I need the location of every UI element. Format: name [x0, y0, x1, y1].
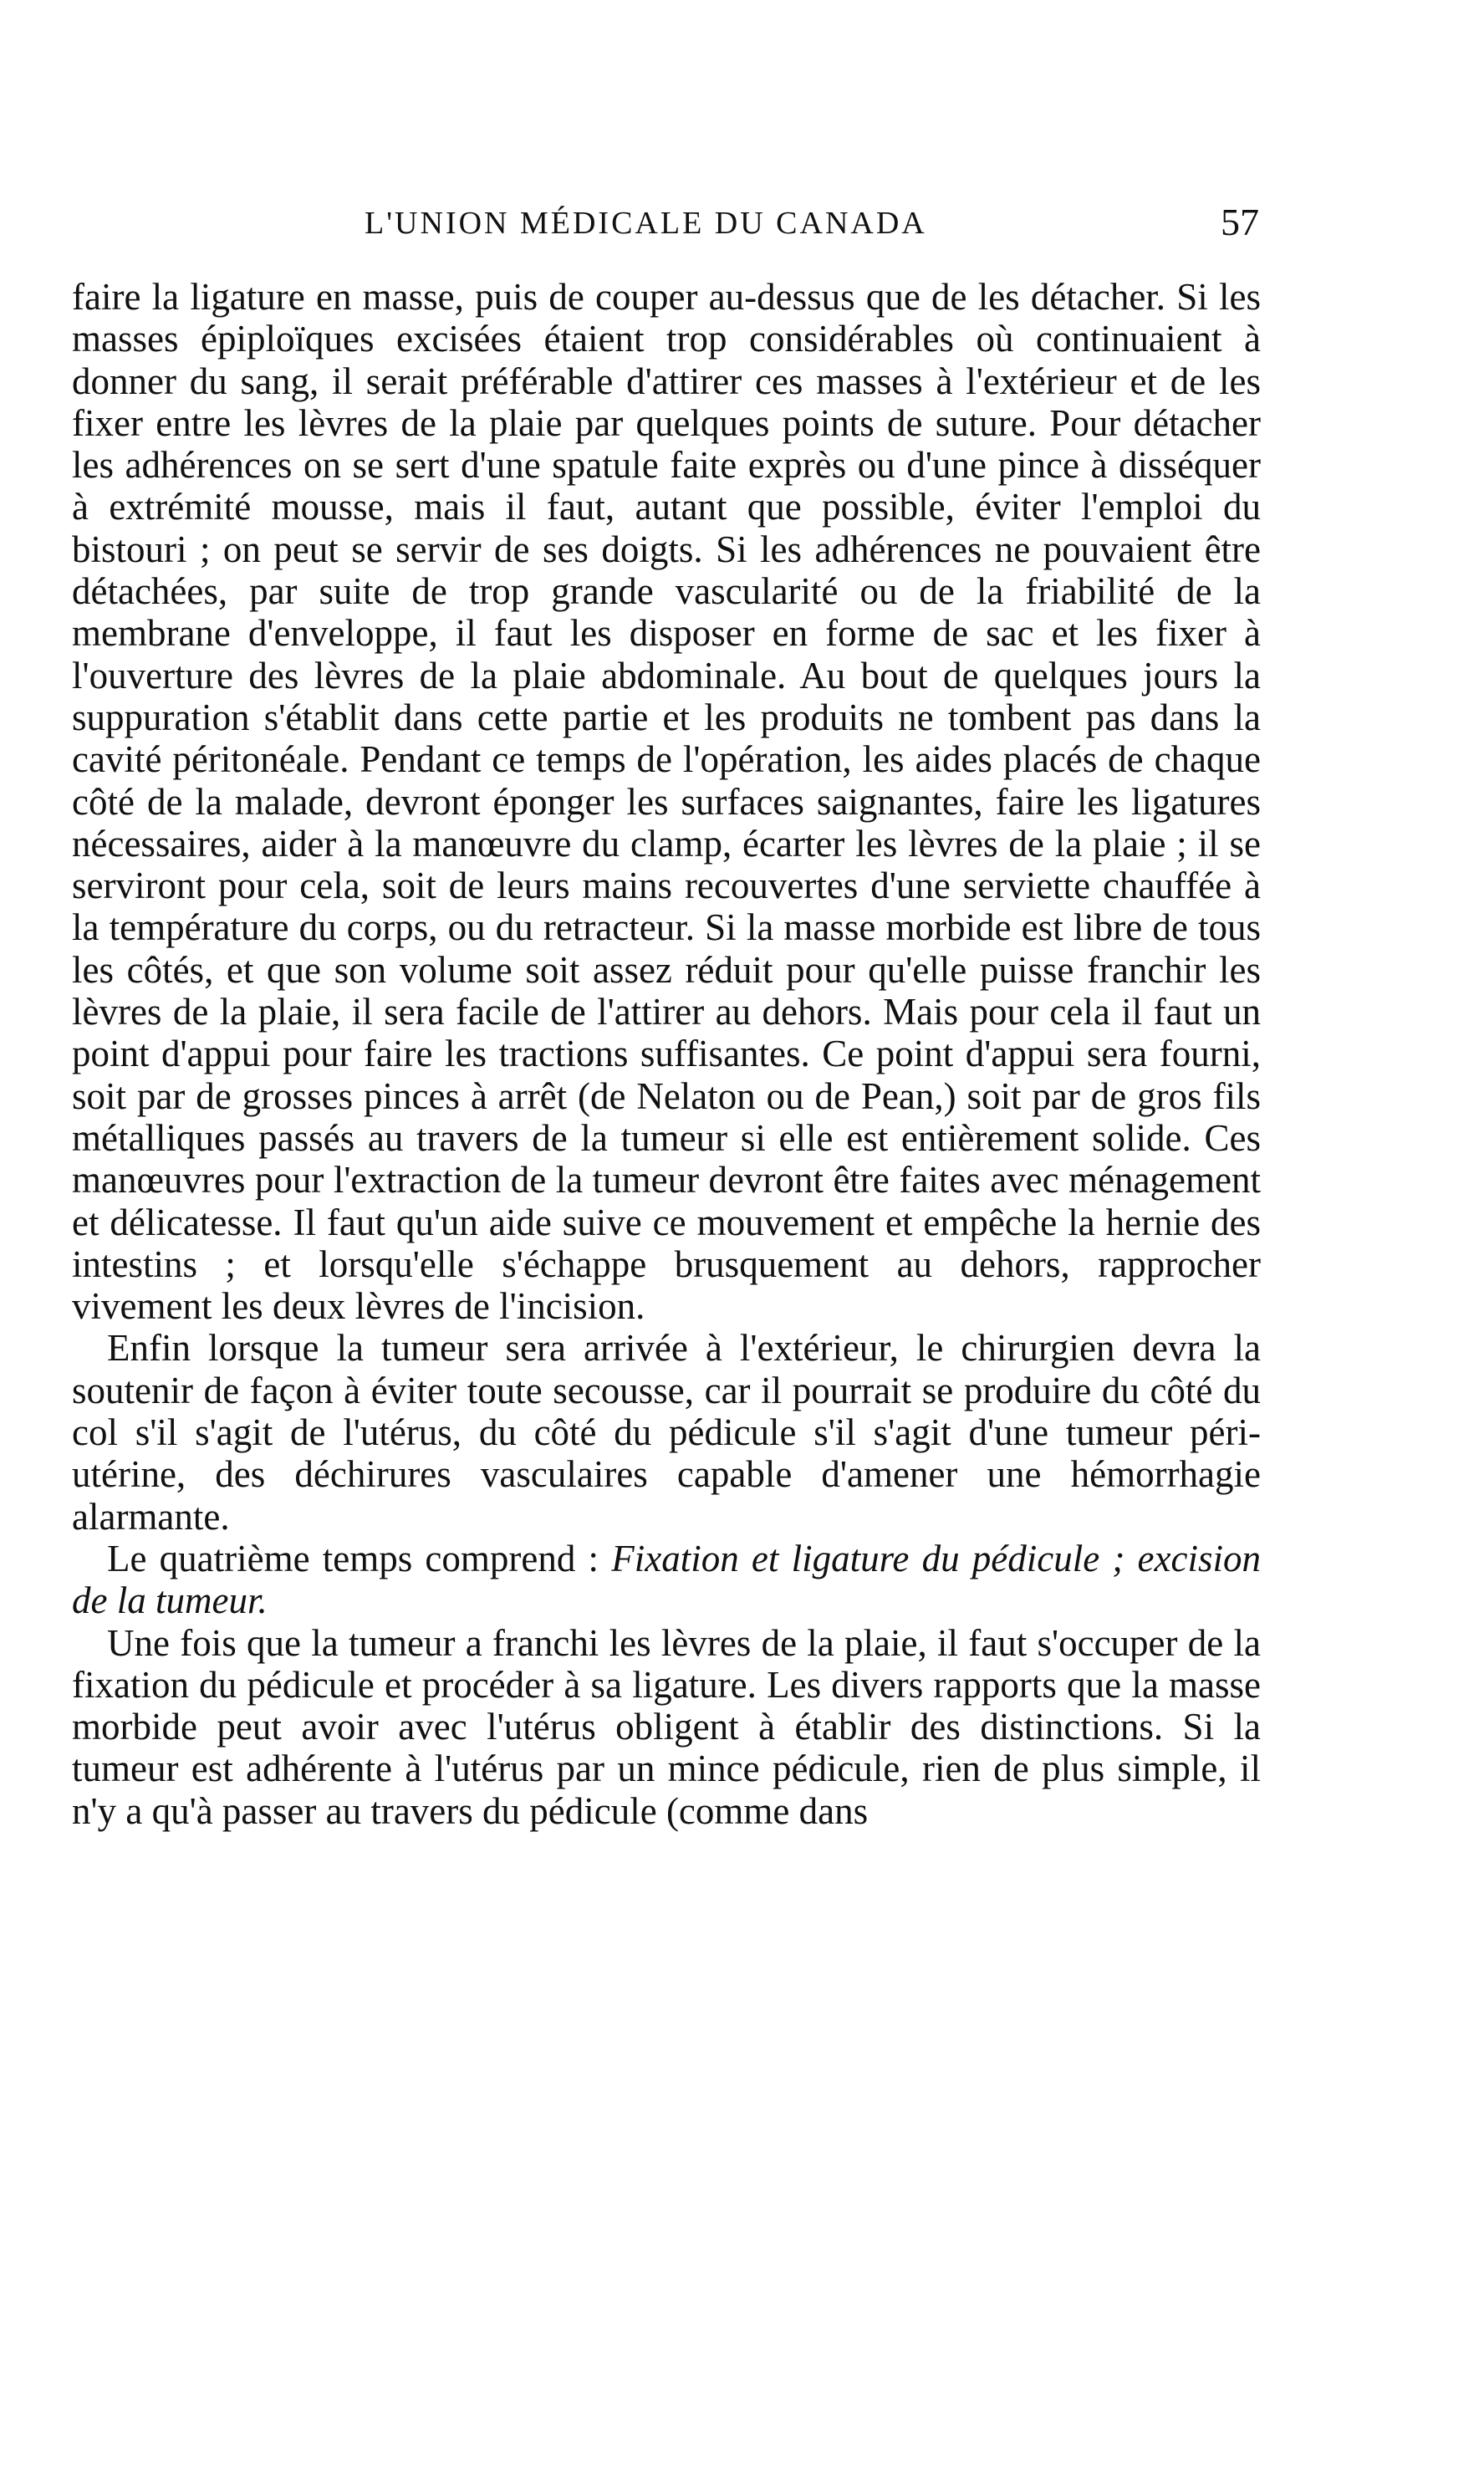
page-number: 57 — [1221, 201, 1259, 243]
paragraph-4: Une fois que la tumeur a franchi les lèvres de la plaie, il faut s'occuper de la fixation du pédicule et procéder à sa ligature. Les divers rapports que la masse morbide peut avoir avec l'utérus obligent à établir des distinctions. Si la tumeur est adhérente à l'utérus par un mince pédicule, rien de plus simple, il n'y a qu'à passer au travers du pédicule (comme dans — [72, 1621, 1261, 1832]
paragraph-3-italic: Fixation et ligature du pédicule ; excision de la tumeur. — [72, 1537, 1261, 1622]
running-title: L'UNION MÉDICALE DU CANADA — [365, 206, 927, 241]
paragraph-1: faire la ligature en masse, puis de couper au-dessus que de les détacher. Si les masses épiploïques excisées étaient trop considérables où continuaient à donner du sang, il serait préférable d'attirer ces masses à l'extérieur et de les fixer entre les lèvres de la plaie par quelques points de suture. Pour détacher les adhérences on se sert d'une spatule faite exprès ou d'une pince à disséquer à extrémité mousse, mais il faut, autant que possible, éviter l'emploi du bistouri ; on peut se servir de ses doigts. Si les adhérences ne pouvaient être détachées, par suite de trop grande vascularité ou de la friabilité de la membrane d'enveloppe, il faut les disposer en forme de sac et les fixer à l'ouverture des lèvres de la plaie abdominale. Au bout de quelques jours la suppuration s'établit dans cette partie et les produits ne tombent pas dans la cavité péritonéale. Pendant ce temps de l'opération, les aides placés de chaque côté de la malade, devront éponger les surfaces saignantes, faire les ligatures nécessaires, aider à la manœuvre du clamp, écarter les lèvres de la plaie ; il se serviront pour cela, soit de leurs mains recouvertes d'une serviette chauffée à la température du corps, ou du retracteur. Si la masse morbide est libre de tous les côtés, et que son volume soit assez réduit pour qu'elle puisse franchir les lèvres de la plaie, il sera facile de l'attirer au dehors. Mais pour cela il faut un point d'appui pour faire les tractions suffisantes. Ce point d'appui sera fourni, soit par de grosses pinces à arrêt (de Nelaton ou de Pean,) soit par de gros fils métalliques passés au travers de la tumeur si elle est entièrement solide. Ces manœuvres pour l'extraction de la tumeur devront être faites avec ménagement et délicatesse. Il faut qu'un aide suive ce mouvement et empêche la hernie des intestins ; et lorsqu'elle s'échappe brusquement au dehors, rapprocher vivement les deux lèvres de l'incision. — [72, 276, 1261, 1328]
running-head — [72, 201, 1259, 255]
paragraph-2: Enfin lorsque la tumeur sera arrivée à l'extérieur, le chirurgien devra la soutenir de façon à éviter toute secousse, car il pourrait se produire du côté du col s'il s'agit de l'utérus, du côté du pédicule s'il s'agit d'une tumeur péri-utérine, des déchirures vasculaires capable d'amener une hémorrhagie alarmante. — [72, 1327, 1261, 1538]
paragraph-3-text: Le quatrième temps comprend : — [107, 1537, 612, 1579]
body-text — [72, 276, 1261, 1832]
paragraph-3 — [72, 1538, 1261, 1622]
